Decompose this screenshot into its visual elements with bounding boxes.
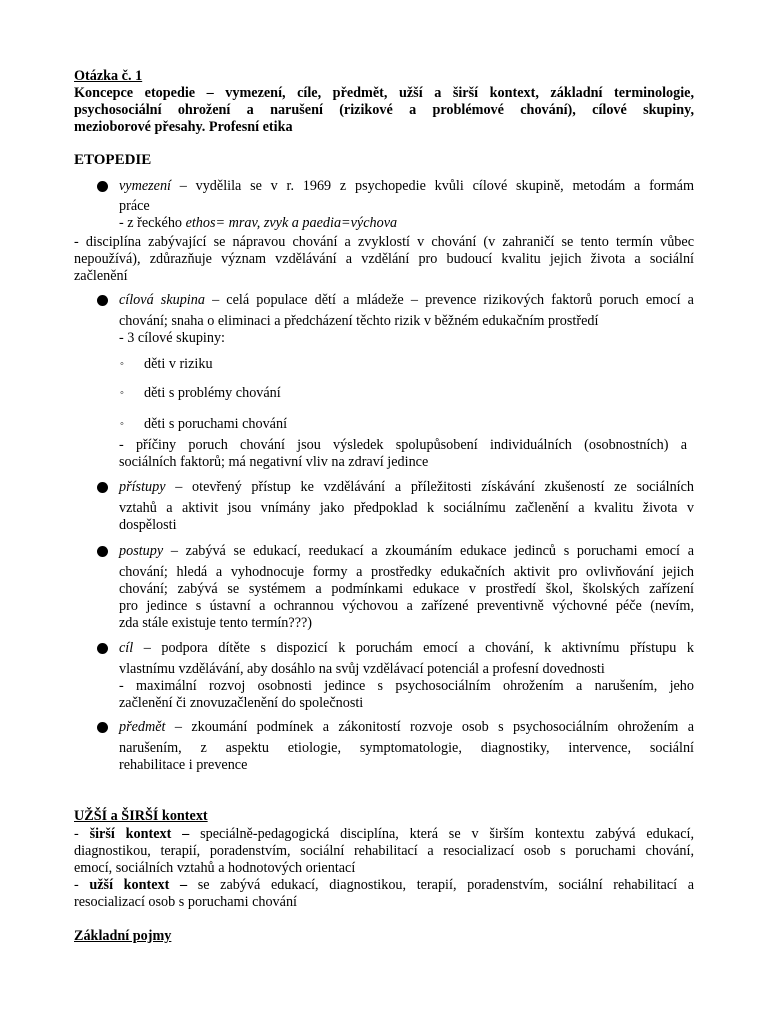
question-title: Koncepce etopedie – vymezení, cíle, předmět, užší a širší kontext, základní terminologie, psychosociální ohrožení a narušení (rizikové a problémové chování), cílové skupiny, mezioborové přesahy. Profesní etika xyxy=(74,85,694,135)
etopedie-heading: ETOPEDIE xyxy=(74,152,152,168)
circle-bullet-icon: ◦ xyxy=(120,418,124,430)
causes-paragraph: - příčiny poruch chování jsou výsledek spolupůsobení individuálních (osobnostních) a sociálních faktorů; má negativní vliv na zdraví jedince xyxy=(119,437,687,470)
document-page: Otázka č. 1 Koncepce etopedie – vymezení, cíle, předmět, užší a širší kontext, základní terminologie, psychosociální ohrožení a narušení (rizikové a problémové chování), cílové skupiny, mezioborové přesahy. Profesní etika ETOPEDIE vymezení – vydělila se v r. 1969 z psychopedie kvůli cílové skupině, metodám a formám práce - z řeckého ethos= mrav, zvyk a paedia=výchova - disciplína zabývající se nápravou chování a zvyklostí v chování (v zahraničí se tento termín vůbec nepoužívá), zdůrazňuje význam vzdělávání a vzdělání pro budoucí kvalitu jejich života a sociální začlenění cílová skupina – celá populace dětí a mládeže – prevence rizikových faktorů poruch emocí a chování; snaha o eliminaci a předcházení těchto rizik v běžném edukačním prostředí - 3 cílové skupiny: ◦ děti v riziku ◦ děti s problémy chování ◦ děti s poruchami chování - příčiny poruch chování jsou výsledek spolupůsobení individuálních (osobnostních) a sociálních faktorů; má negativní vliv na zdraví jedince přístupy – otevřený přístup ke vzdělávání a příležitosti získávání zkušeností ze sociálních vztahů a aktivit jsou vnímány jako předpoklad k sociálnímu začlenění a kvalitu života v dospělosti postupy – zabývá se edukací, reedukací a zkoumáním edukace jedinců s poruchami emocí a chování; hledá a vyhodnocuje formy a prostředky edukačních aktivit pro ovlivňování jejich chování; zabývá se systémem a podmínkami edukace v prostředí škol, školských zařízení pro jedince s ústavní a ochrannou výchovou a zařízené preventivně výchovné péče (nevím, zda stále existuje tento termín???) cíl – podpora dítěte s dispozicí k poruchám emocí a chování, k aktivnímu přístupu k vlastnímu vzdělávání, aby dosáhlo na svůj vzdělávací potenciál a profesní dovednosti - maximální rozvoj osobnosti jedince s psychosociálním ohrožením a narušením, jeho začlenění či znovuzačlenění do společnosti předmět – zkoumání podmínek a zákonitostí rozvoje osob s psychosociálním ohrožením a narušením, z aspektu etiologie, symptomatologie, diagnostiky, intervence, sociální rehabilitace i prevence UŽŠÍ a ŠIRŠÍ kontext - širší kontext – speciálně-pedagogická disciplína, která se v širším kontextu zabývá edukací, diagnostikou, terapií, poradenstvím, sociální rehabilitací a resocializací osob s poruchami chování, emocí, sociálních vztahů a hodnotových orientací - užší kontext – se zabývá edukací, diagnostikou, terapií, poradenstvím, sociální rehabilitací a resocializací osob s poruchami chování Základní pojmy xyxy=(74,68,695,944)
kontext-heading: UŽŠÍ a ŠIRŠÍ kontext xyxy=(74,808,208,824)
circle-bullet-icon: ◦ xyxy=(120,387,124,399)
sirsi-kontext-paragraph: - širší kontext – speciálně-pedagogická disciplína, která se v širším kontextu zabývá edukací, diagnostikou, terapií, poradenstvím, sociální rehabilitací a resocializací osob s poruchami chování, emocí, sociálních vztahů a hodnotových orientací xyxy=(74,826,695,876)
bullet-icon xyxy=(97,546,108,557)
group-item: děti s problémy chování xyxy=(144,385,281,401)
bullet-icon xyxy=(97,181,108,192)
bullet-icon xyxy=(97,295,108,306)
bullet-icon xyxy=(97,482,108,493)
uzsi-kontext-paragraph: - užší kontext – se zabývá edukací, diagnostikou, terapií, poradenstvím, sociální rehabilitací a resocializací osob s poruchami chování xyxy=(74,877,694,910)
pojmy-heading: Základní pojmy xyxy=(74,928,172,944)
bullet-icon xyxy=(97,722,108,733)
discipline-paragraph: - disciplína zabývající se nápravou chování a zvyklostí v chování (v zahraničí se tento termín vůbec nepoužívá), zdůrazňuje význam vzdělávání a vzdělání pro budoucí kvalitu jejich života a sociální začlenění xyxy=(74,234,694,284)
group-item: děti s poruchami chování xyxy=(144,416,288,432)
group-item: děti v riziku xyxy=(144,356,213,372)
circle-bullet-icon: ◦ xyxy=(120,358,124,370)
bullet-icon xyxy=(97,643,108,654)
question-label: Otázka č. 1 xyxy=(74,68,143,84)
